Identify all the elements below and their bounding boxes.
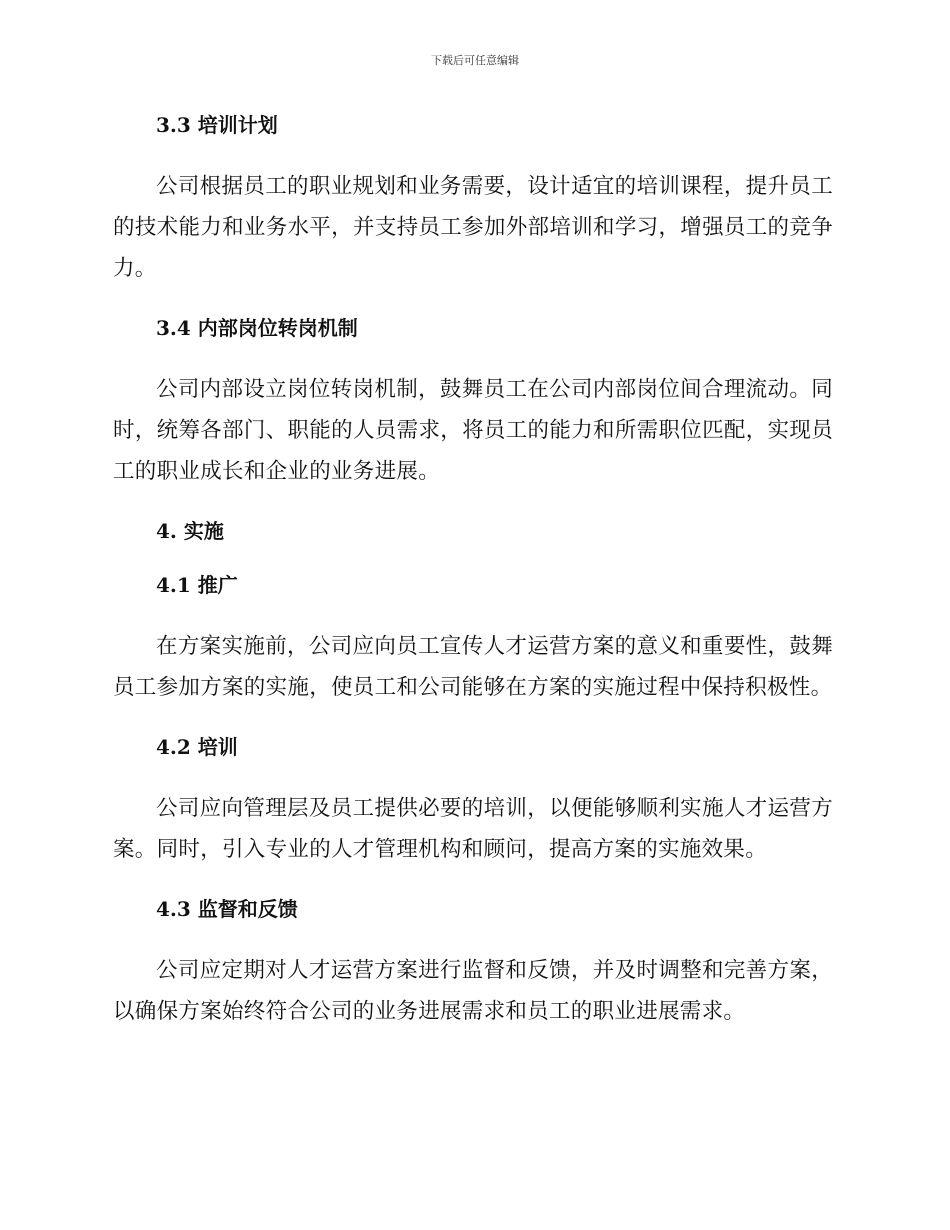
- document-body: [113, 110, 833, 1032]
- section-paragraph-3-4: 公司内部设立岗位转岗机制，鼓舞员工在公司内部岗位间合理流动。同时，统筹各部门、职能的人员需求，将员工的能力和所需职位匹配，实现员工的职业成长和企业的业务进展。: [113, 377, 833, 484]
- section-heading-4-1: 4.1 推广: [156, 573, 238, 597]
- section-paragraph-4-2: 公司应向管理层及员工提供必要的培训，以便能够顺利实施人才运营方案。同时，引入专业的人才管理机构和顾问，提高方案的实施效果。: [113, 796, 833, 862]
- section-heading-4: 4. 实施: [156, 519, 224, 543]
- section-paragraph-4-1: 在方案实施前，公司应向员工宣传人才运营方案的意义和重要性，鼓舞员工参加方案的实施，使员工和公司能够在方案的实施过程中保持积极性。: [113, 634, 833, 700]
- section-paragraph-3-3: 公司根据员工的职业规划和业务需要，设计适宜的培训课程，提升员工的技术能力和业务水平，并支持员工参加外部培训和学习，增强员工的竞争力。: [113, 174, 833, 281]
- section-heading-4-2: 4.2 培训: [156, 735, 238, 759]
- section-heading-3-3: 3.3 培训计划: [156, 113, 278, 137]
- section-paragraph-4-3: 公司应定期对人才运营方案进行监督和反馈，并及时调整和完善方案，以确保方案始终符合公司的业务进展需求和员工的职业进展需求。: [113, 958, 833, 1024]
- section-heading-4-3: 4.3 监督和反馈: [156, 897, 298, 921]
- section-heading-3-4: 3.4 内部岗位转岗机制: [156, 316, 358, 340]
- page-header: 下载后可任意编辑: [431, 54, 519, 67]
